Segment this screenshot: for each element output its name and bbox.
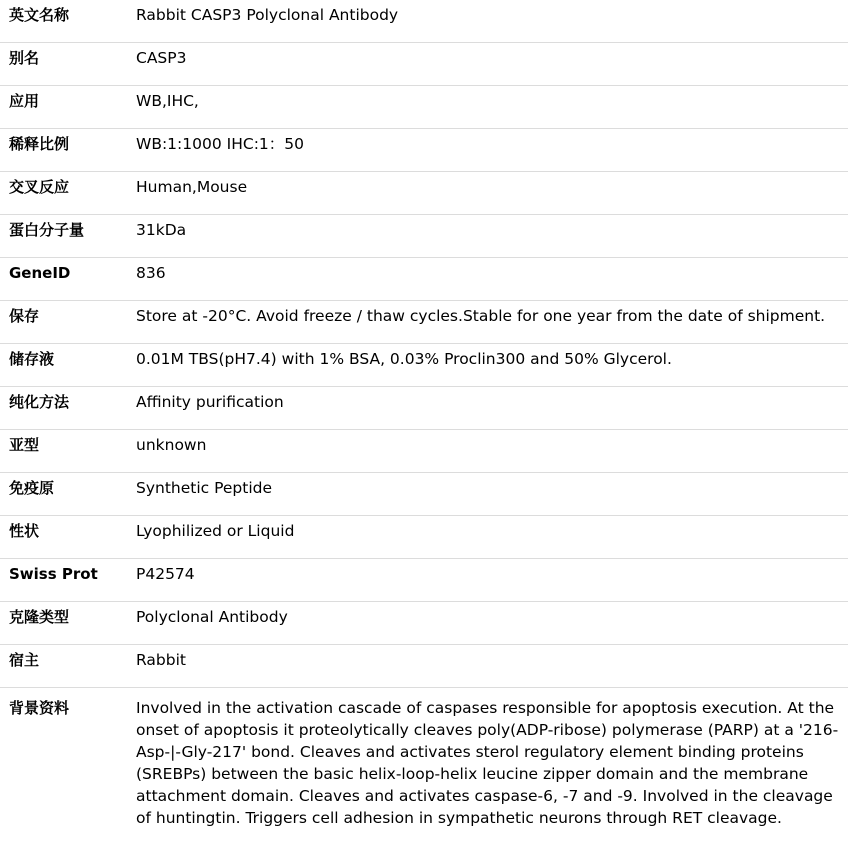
spec-label: 蛋白分子量	[0, 215, 128, 258]
spec-value: WB,IHC,	[128, 86, 848, 129]
spec-label: 免疫原	[0, 473, 128, 516]
spec-value: CASP3	[128, 43, 848, 86]
spec-label: 亚型	[0, 430, 128, 473]
spec-row-reactivity	[0, 172, 848, 215]
spec-label: 稀释比例	[0, 129, 128, 172]
spec-value: WB:1:1000 IHC:1：50	[128, 129, 848, 172]
spec-label: Swiss Prot	[0, 559, 128, 602]
spec-row-gene-id	[0, 258, 848, 301]
spec-row-isotype	[0, 430, 848, 473]
spec-label: 交叉反应	[0, 172, 128, 215]
spec-label: 纯化方法	[0, 387, 128, 430]
spec-row-dilution	[0, 129, 848, 172]
spec-value: Polyclonal Antibody	[128, 602, 848, 645]
spec-row-storage-buffer	[0, 344, 848, 387]
spec-row-form	[0, 516, 848, 559]
spec-row-clonality	[0, 602, 848, 645]
spec-row-purification	[0, 387, 848, 430]
spec-label: 宿主	[0, 645, 128, 688]
spec-label: GeneID	[0, 258, 128, 301]
spec-value: unknown	[128, 430, 848, 473]
spec-row-english-name	[0, 0, 848, 43]
spec-label: 英文名称	[0, 0, 128, 43]
spec-row-swiss-prot	[0, 559, 848, 602]
spec-row-application	[0, 86, 848, 129]
spec-row-background	[0, 688, 848, 843]
spec-label: 应用	[0, 86, 128, 129]
spec-label: 保存	[0, 301, 128, 344]
spec-label: 背景资料	[0, 688, 128, 843]
spec-value: 0.01M TBS(pH7.4) with 1% BSA, 0.03% Proclin300 and 50% Glycerol.	[128, 344, 848, 387]
spec-row-host	[0, 645, 848, 688]
spec-value: Human,Mouse	[128, 172, 848, 215]
spec-value: Lyophilized or Liquid	[128, 516, 848, 559]
spec-value: Rabbit	[128, 645, 848, 688]
spec-value: Synthetic Peptide	[128, 473, 848, 516]
spec-value: Involved in the activation cascade of caspases responsible for apoptosis execution. At the onset of apoptosis it proteolytically cleaves poly(ADP-ribose) polymerase (PARP) at a '216-Asp-|-Gly-217' bond. Cleaves and activates sterol regulatory element binding proteins (SREBPs) between the basic helix-loop-helix leucine zipper domain and the membrane attachment domain. Cleaves and activates caspase-6, -7 and -9. Involved in the cleavage of huntingtin. Triggers cell adhesion in sympathetic neurons through RET cleavage.	[128, 688, 848, 843]
spec-value: Store at -20°C. Avoid freeze / thaw cycles.Stable for one year from the date of shipment.	[128, 301, 848, 344]
spec-value: Affinity purification	[128, 387, 848, 430]
spec-row-molecular-weight	[0, 215, 848, 258]
spec-value: Rabbit CASP3 Polyclonal Antibody	[128, 0, 848, 43]
spec-label: 克隆类型	[0, 602, 128, 645]
spec-value: P42574	[128, 559, 848, 602]
spec-value: 836	[128, 258, 848, 301]
spec-value: 31kDa	[128, 215, 848, 258]
spec-label: 储存液	[0, 344, 128, 387]
spec-row-immunogen	[0, 473, 848, 516]
spec-row-storage	[0, 301, 848, 344]
spec-row-alias	[0, 43, 848, 86]
spec-label: 别名	[0, 43, 128, 86]
spec-label: 性状	[0, 516, 128, 559]
